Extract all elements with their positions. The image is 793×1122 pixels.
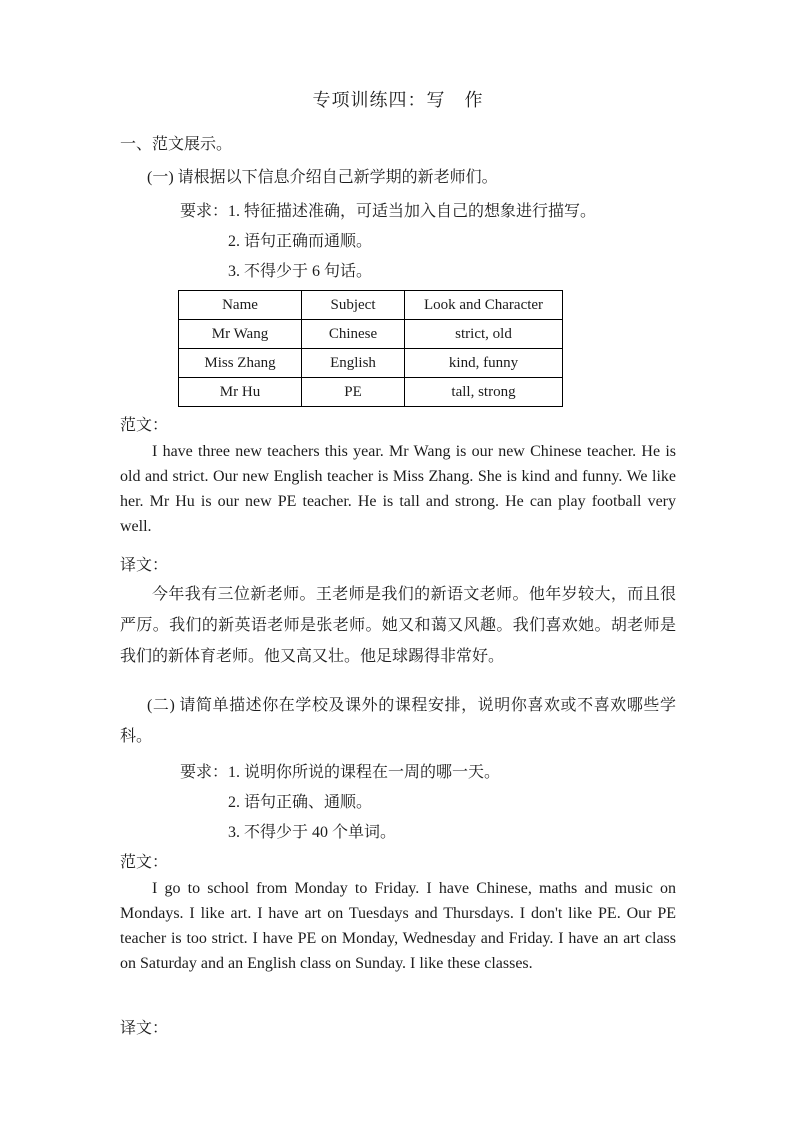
table-row <box>179 320 563 349</box>
sample-paragraph-1: I have three new teachers this year. Mr Wang is our new Chinese teacher. He is old and strict. Our new English teacher is Miss Zhang. She is kind and funny. We like her. Mr Hu is our new PE teacher. He is tall and strong. He can play football very well. <box>120 443 676 535</box>
requirement-line: 3. 不得少于 6 句话。 <box>228 263 373 280</box>
requirements-label: 要求： <box>180 203 229 220</box>
translation-label-2: 译文： <box>120 1020 169 1037</box>
table-cell: tall, strong <box>405 378 563 407</box>
table-cell: Miss Zhang <box>179 349 302 378</box>
table-header-look-and-character: Look and Character <box>405 291 563 320</box>
table-cell: English <box>302 349 405 378</box>
requirement-line: 2. 语句正确、通顺。 <box>228 794 373 811</box>
table-header-name: Name <box>179 291 302 320</box>
requirement-line: 2. 语句正确而通顺。 <box>228 233 373 250</box>
requirement-line <box>180 197 676 227</box>
sample-label-1: 范文： <box>120 417 169 434</box>
requirement-item: 1. 特征描述准确，可适当加入自己的想象进行描写。 <box>228 203 597 220</box>
table-cell: PE <box>302 378 405 407</box>
table-cell: strict, old <box>405 320 563 349</box>
table-row <box>179 378 563 407</box>
part2-requirements <box>180 758 676 848</box>
translation-label-1: 译文： <box>120 557 169 574</box>
part1-requirements <box>180 197 676 287</box>
table-header-row <box>179 291 563 320</box>
table-cell: Mr Wang <box>179 320 302 349</box>
section-heading: 一、范文展示。 <box>120 136 233 153</box>
requirement-item: 1. 说明你所说的课程在一周的哪一天。 <box>228 764 501 781</box>
part2-prompt: (二) 请简单描述你在学校及课外的课程安排，说明你喜欢或不喜欢哪些学科。 <box>120 697 676 745</box>
table-cell: kind, funny <box>405 349 563 378</box>
doc-title: 专项训练四：写 作 <box>312 90 484 110</box>
table-row <box>179 349 563 378</box>
teachers-table <box>178 290 563 407</box>
table-cell: Mr Hu <box>179 378 302 407</box>
translation-paragraph-1: 今年我有三位新老师。王老师是我们的新语文老师。他年岁较大，而且很严厉。我们的新英语老师是张老师。她又和蔼又风趣。我们喜欢她。胡老师是我们的新体育老师。他又高又壮。他足球踢得非常好。 <box>120 586 676 665</box>
requirements-label: 要求： <box>180 764 229 781</box>
table-header-subject: Subject <box>302 291 405 320</box>
part1-prompt: (一) 请根据以下信息介绍自己新学期的新老师们。 <box>147 169 498 186</box>
sample-paragraph-2: I go to school from Monday to Friday. I have Chinese, maths and music on Mondays. I like art. I have art on Tuesdays and Thursdays. I don't like PE. Our PE teacher is too strict. I have PE on Monday, Wednesday and Friday. I have an art class on Saturday and an English class on Sunday. I like these classes. <box>120 880 676 972</box>
requirement-line: 3. 不得少于 40 个单词。 <box>228 824 397 841</box>
table-cell: Chinese <box>302 320 405 349</box>
requirement-line <box>180 758 676 788</box>
sample-label-2: 范文： <box>120 854 169 871</box>
